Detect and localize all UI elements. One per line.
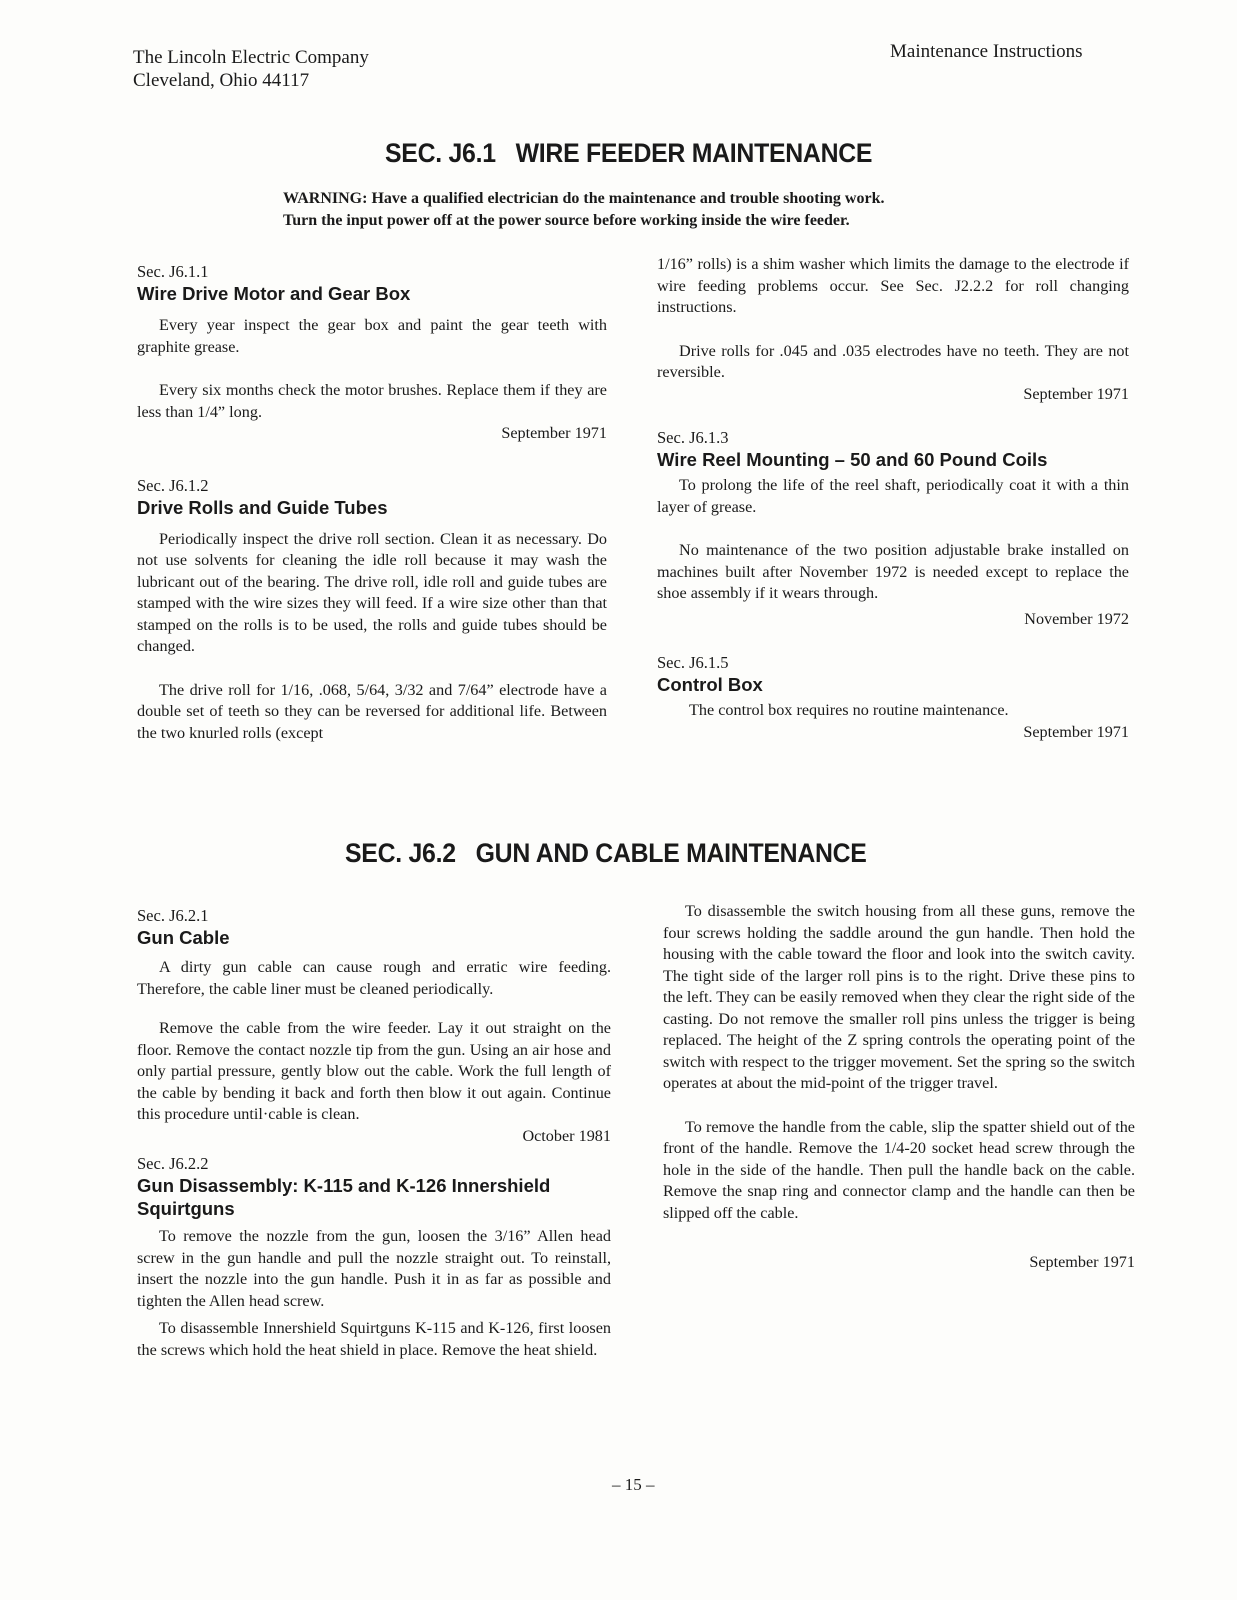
revision-date: September 1971: [501, 424, 607, 442]
subsection-title: Control Box: [657, 674, 763, 695]
paragraph: To remove the handle from the cable, slip the spatter shield out of the front of the handle. Remove the 1/4-20 socket head screw through the hole in the side of the handle. Then pull the handle back on the cable. Remove the snap ring and connector clamp and the handle can then be slipped off the cable.: [663, 1117, 1135, 1222]
warning-line-1: WARNING: Have a qualified electrician do the maintenance and trouble shooting work.: [283, 190, 885, 207]
company-name: The Lincoln Electric Company: [133, 47, 369, 68]
paragraph: Every six months check the motor brushes. Replace them if they are less than 1/4” long.: [137, 381, 607, 421]
paragraph: The control box requires no routine maintenance.: [689, 701, 1009, 719]
sec-j6-1-right-column: [657, 254, 1129, 743]
subsection-number: Sec. J6.1.1: [137, 262, 209, 281]
subsection-number: Sec. J6.2.2: [137, 1154, 209, 1173]
company-city: Cleveland, Ohio 44117: [133, 70, 310, 91]
sec-j6-1-left-column: [137, 261, 607, 744]
paragraph: To remove the nozzle from the gun, loosen the 3/16” Allen head screw in the gun handle and pull the nozzle straight out. To reinstall, insert the nozzle into the gun handle. Push it in as far as possible and tighten the Allen head screw.: [137, 1227, 611, 1310]
subsection-title: Wire Reel Mounting – 50 and 60 Pound Coils: [657, 449, 1048, 470]
paragraph: Periodically inspect the drive roll section. Clean it as necessary. Do not use solvents for cleaning the idle roll because it may wash the lubricant out of the bearing. The drive roll, idle roll and guide tubes are stamped with the wire sizes they will feed. If a wire size other than that stamped on the rolls is to be used, the rolls and guide tubes should be changed.: [137, 529, 607, 655]
paragraph: To disassemble the switch housing from all these guns, remove the four screws holding the saddle around the gun handle. Then hold the housing with the cable toward the floor and look into the switch cavity. The tight side of the larger roll pins is to the right. Drive these pins to the left. They can be easily removed when they clear the right side of the casting. Do not remove the smaller roll pins unless the trigger is being replaced. The height of the Z spring controls the operating point of the switch with respect to the trigger movement. Set the spring so the switch operates at about the mid-point of the trigger travel.: [663, 902, 1135, 1092]
paragraph: 1/16” rolls) is a shim washer which limits the damage to the electrode if wire feeding problems occur. See Sec. J2.2.2 for roll changing instructions.: [657, 255, 1129, 316]
revision-date: September 1971: [1023, 384, 1129, 403]
paragraph: Every year inspect the gear box and paint the gear teeth with graphite grease.: [137, 316, 607, 356]
subsection-number: Sec. J6.1.2: [137, 475, 209, 495]
section-title-j6-1: SEC. J6.1 WIRE FEEDER MAINTENANCE: [385, 138, 873, 168]
subsection-number: Sec. J6.2.1: [137, 906, 209, 925]
sec-j6-2-right-column: [663, 901, 1135, 1274]
page-number: – 15 –: [612, 1475, 655, 1494]
subsection-number: Sec. J6.1.5: [657, 653, 729, 672]
paragraph: A dirty gun cable can cause rough and erratic wire feeding. Therefore, the cable liner must be cleaned periodically.: [137, 958, 611, 998]
revision-date: November 1972: [1024, 609, 1129, 628]
subsection-number: Sec. J6.1.3: [657, 428, 729, 447]
document-type: Maintenance Instructions: [890, 41, 1083, 62]
section-title-j6-2: SEC. J6.2 GUN AND CABLE MAINTENANCE: [345, 838, 867, 868]
subsection-title: Drive Rolls and Guide Tubes: [137, 496, 388, 518]
company-block: [133, 46, 369, 92]
paragraph: To prolong the life of the reel shaft, periodically coat it with a thin layer of grease.: [657, 476, 1129, 516]
paragraph: No maintenance of the two position adjustable brake installed on machines built after November 1972 is needed except to replace the shoe assembly if it wears through.: [657, 541, 1129, 602]
paragraph: The drive roll for 1/16, .068, 5/64, 3/32 and 7/64” electrode have a double set of teeth so they can be reversed for additional life. Between the two knurled rolls (except: [137, 680, 607, 742]
paragraph: To disassemble Innershield Squirtguns K-115 and K-126, first loosen the screws which hold the heat shield in place. Remove the heat shield.: [137, 1319, 611, 1359]
sec-j6-2-left-column: [137, 905, 611, 1361]
paragraph: Drive rolls for .045 and .035 electrodes have no teeth. They are not reversible.: [657, 341, 1129, 381]
revision-date: September 1971: [1029, 1253, 1135, 1271]
subsection-title: Gun Disassembly: K-115 and K-126 Innershield Squirtguns: [137, 1175, 551, 1219]
revision-date: October 1981: [522, 1126, 611, 1145]
subsection-title: Gun Cable: [137, 927, 230, 948]
paragraph: Remove the cable from the wire feeder. Lay it out straight on the floor. Remove the contact nozzle tip from the gun. Using an air hose and only partial pressure, gently blow out the cable. Work the full length of the cable by bending it back and forth then blow it out again. Continue this procedure until·cable is clean.: [137, 1019, 611, 1123]
revision-date: September 1971: [1023, 722, 1129, 741]
subsection-title: Wire Drive Motor and Gear Box: [137, 283, 411, 304]
warning-line-2: Turn the input power off at the power source before working inside the wire feeder.: [283, 212, 850, 229]
